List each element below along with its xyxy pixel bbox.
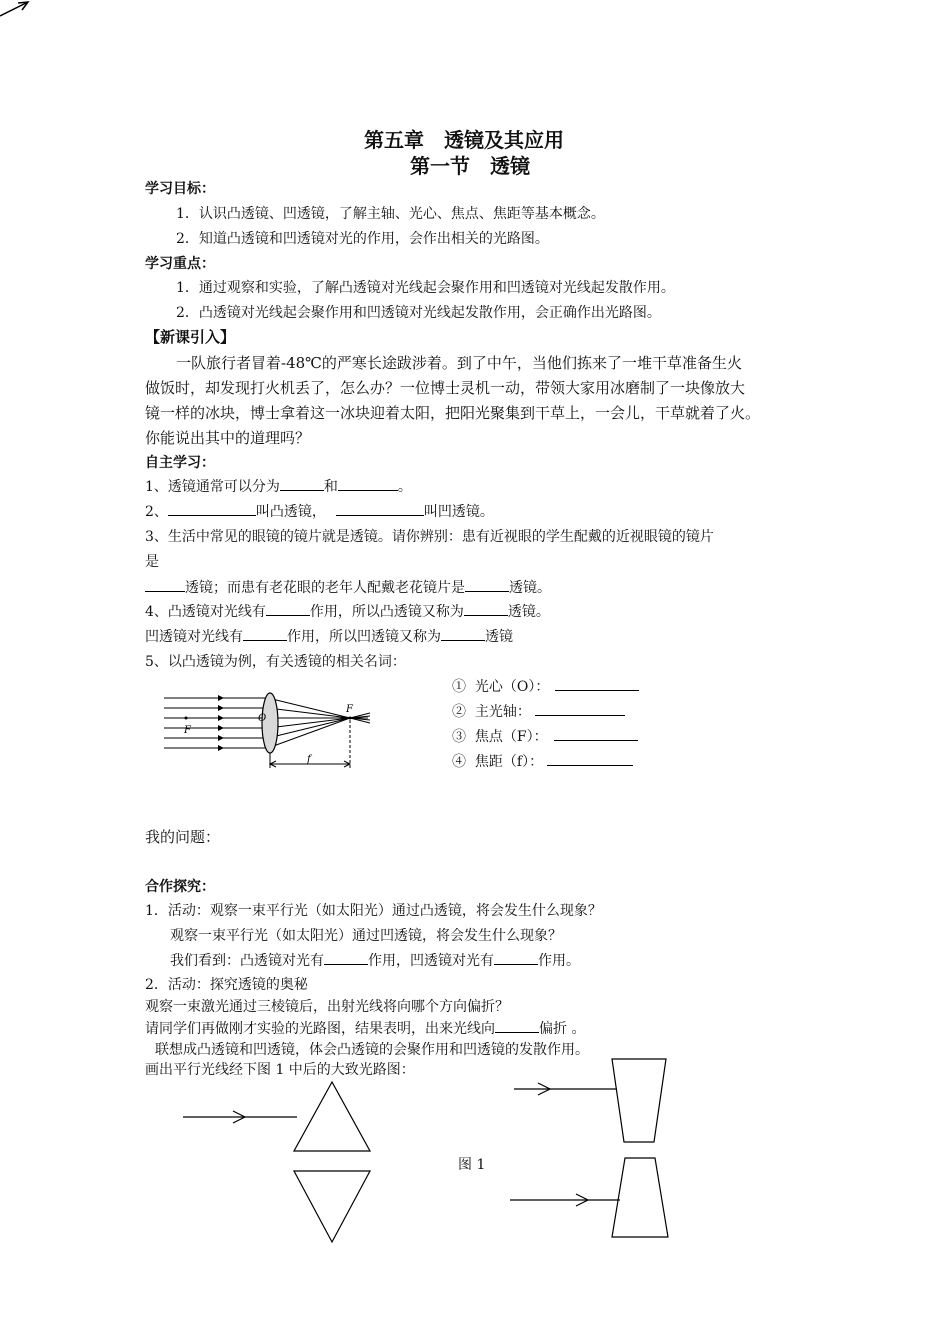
trapezoid-prism-bottom <box>612 1158 668 1237</box>
term-main-axis: ② 主光轴： <box>452 701 625 721</box>
question-2: 2、 叫凸透镜， 叫凹透镜。 <box>145 501 494 521</box>
trapezoid-prism-top <box>612 1059 666 1142</box>
question-4-line2: 凹透镜对光线有 作用，所以凹透镜又称为 透镜 <box>145 626 513 646</box>
intro-line: 镜一样的冰块，博士拿着这一冰块迎着太阳，把阳光聚集到干草上，一会儿，干草就着了火。 <box>145 404 761 422</box>
coop-activity-1: 1．活动：观察一束平行光（如太阳光）通过凸透镜，将会发生什么现象？ <box>145 903 602 919</box>
coop-heading: 合作探究： <box>145 879 215 895</box>
question-3-line2: 是 <box>145 554 159 570</box>
focus-item: 1．通过观察和实验，了解凸透镜对光线起会聚作用和凹透镜对光线起发散作用。 <box>176 280 675 296</box>
question-4-line1: 4、凸透镜对光线有 作用，所以凸透镜又称为 透镜。 <box>145 601 550 621</box>
intro-line: 一队旅行者冒着-48℃的严寒长途跋涉着。到了中午，当他们拣来了一堆干草准备生火 <box>176 354 742 372</box>
coop-activity-1-line2: 观察一束平行光（如太阳光）通过凹透镜，将会发生什么现象？ <box>170 928 562 944</box>
my-question-heading: 我的问题： <box>145 828 221 846</box>
goal-item: 2．知道凸透镜和凹透镜对光的作用，会作出相关的光路图。 <box>176 231 549 247</box>
section-title: 第一节 透镜 <box>410 154 530 178</box>
label-f-len: f <box>307 754 311 765</box>
figure-1-label: 图 1 <box>458 1157 486 1173</box>
coop-activity-2-line5: 画出平行光线经下图 1 中后的大致光路图： <box>145 1062 415 1078</box>
intro-heading: 【新课引入】 <box>145 328 236 346</box>
intro-line: 做饭时，却发现打火机丢了，怎么办？一位博士灵机一动，带领大家用冰磨制了一块像放大 <box>145 379 746 397</box>
coop-activity-2: 2．活动：探究透镜的奥秘 <box>145 977 308 993</box>
intro-line: 你能说出其中的道理吗？ <box>145 429 311 447</box>
term-focal-length: ④ 焦距（f）： <box>452 751 633 771</box>
focus-item: 2．凸透镜对光线起会聚作用和凹透镜对光线起发散作用，会正确作出光路图。 <box>176 305 661 321</box>
triangle-prism-down <box>294 1171 370 1242</box>
label-f-left: F <box>184 725 191 736</box>
coop-activity-2-line3: 请同学们再做刚才实验的光路图，结果表明，出来光线向 偏折 。 <box>145 1018 585 1038</box>
label-f-right: F <box>346 704 353 715</box>
label-o: O <box>258 713 267 724</box>
self-study-heading: 自主学习： <box>145 455 215 471</box>
goals-heading: 学习目标： <box>145 181 215 197</box>
triangle-prism-up <box>294 1082 370 1151</box>
question-3-line3: 透镜；而患有老花眼的老年人配戴老花镜片是 透镜。 <box>145 577 551 597</box>
coop-activity-2-line2: 观察一束激光通过三棱镜后，出射光线将向哪个方向偏折？ <box>145 999 509 1015</box>
chapter-title: 第五章 透镜及其应用 <box>364 128 564 152</box>
focus-heading: 学习重点： <box>145 256 215 272</box>
coop-activity-1-line3: 我们看到：凸透镜对光有 作用，凹透镜对光有 作用。 <box>170 950 580 970</box>
question-1: 1、透镜通常可以分为 和 。 <box>145 476 412 496</box>
term-optical-center: ① 光心（O）： <box>452 676 639 696</box>
term-focus: ③ 焦点（F）： <box>452 726 638 746</box>
question-3-line1: 3、生活中常见的眼镜的镜片就是透镜。请你辨别：患有近视眼的学生配戴的近视眼镜的镜片 <box>145 529 714 545</box>
goal-item: 1．认识凸透镜、凹透镜，了解主轴、光心、焦点、焦距等基本概念。 <box>176 206 605 222</box>
coop-activity-2-line4: 联想成凸透镜和凹透镜，体会凸透镜的会聚作用和凹透镜的发散作用。 <box>155 1042 589 1058</box>
question-5: 5、以凸透镜为例，有关透镜的相关名词： <box>145 654 406 670</box>
